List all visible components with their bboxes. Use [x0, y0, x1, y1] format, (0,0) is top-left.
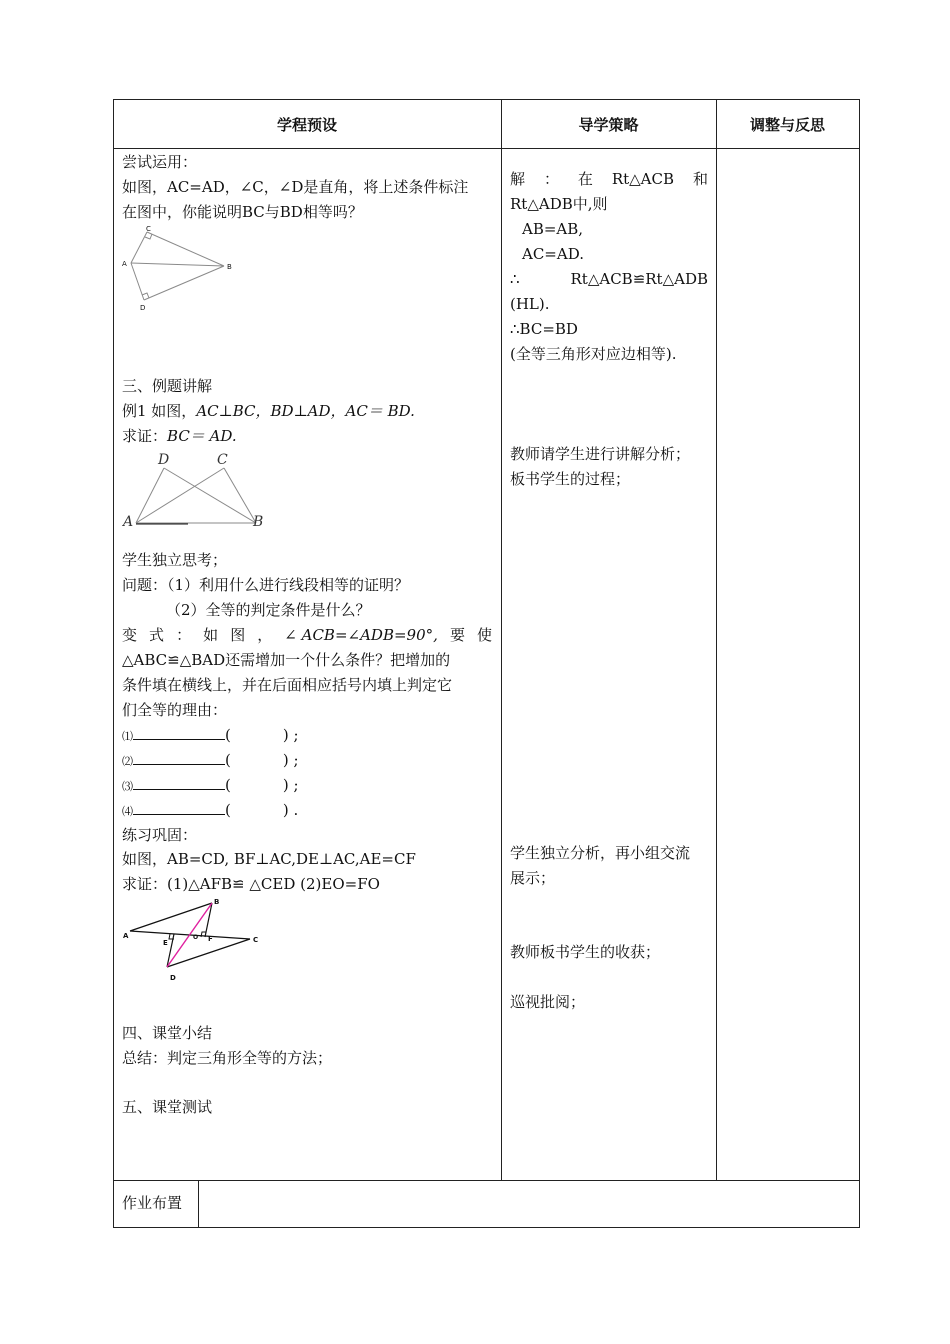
congruence-statement: Rt△ACB≌Rt△ADB	[570, 270, 708, 288]
patrol-note: 巡视批阅；	[510, 993, 586, 1011]
blank-number: ⑵	[122, 755, 133, 768]
variant-word: 使	[476, 626, 492, 644]
figure-kite-right-angles	[118, 222, 248, 312]
solution-word: 和	[692, 170, 708, 188]
prove-line	[122, 424, 237, 449]
practice-line-1: 如图，AB=CD, BF⊥AC,DE⊥AC,AE=CF	[122, 850, 416, 868]
variant-line-2: △ABC≌△BAD还需增加一个什么条件？把增加的	[122, 651, 451, 669]
think-line: 学生独立思考；	[122, 551, 228, 569]
open-paren: (	[225, 726, 231, 744]
practice-line-2: 求证：(1)△AFB≌ △CED (2)EO=FO	[122, 875, 380, 893]
solution-line-2: Rt△ADB中,则	[510, 195, 608, 213]
therefore-symbol: ∴	[510, 270, 520, 288]
solution-line-6: (HL).	[510, 295, 550, 313]
variant-word: ：	[176, 626, 192, 644]
fill-blank-3	[122, 773, 299, 800]
question-1: 问题：（1）利用什么进行线段相等的证明？	[122, 576, 410, 594]
section-4-heading: 四、课堂小结	[122, 1024, 213, 1042]
fig2-label-b: B	[253, 514, 264, 530]
fill-blank-1	[122, 723, 299, 750]
close-paren: ) ;	[282, 776, 299, 794]
answer-blank-1[interactable]	[133, 725, 225, 740]
table-border-left	[113, 99, 114, 1228]
group-note-1: 学生独立分析，再小组交流	[510, 844, 691, 862]
open-paren: (	[225, 751, 231, 769]
column-divider-1	[501, 99, 502, 1180]
summary-line: 总结：判定三角形全等的方法；	[122, 1049, 333, 1067]
open-paren: (	[225, 776, 231, 794]
close-paren: ) ;	[282, 751, 299, 769]
fill-blank-4	[122, 798, 298, 825]
blank-number: ⑷	[122, 805, 133, 818]
group-note-2: 展示；	[510, 869, 556, 887]
question-2: （2）全等的判定条件是什么？	[166, 601, 371, 619]
fig3-label-b: B	[214, 898, 220, 906]
fig3-label-c: C	[253, 936, 259, 944]
example-1-prefix: 例1 如图，	[122, 402, 197, 420]
blank-number: ⑴	[122, 730, 133, 743]
prove-statement: BC＝ AD.	[167, 427, 237, 445]
prove-prefix: 求证：	[122, 427, 168, 445]
solution-line-1	[510, 167, 708, 192]
variant-word: 要	[449, 626, 465, 644]
variant-line-4: 们全等的理由：	[122, 701, 228, 719]
variant-word: 式	[149, 626, 165, 644]
figure-practice	[120, 895, 270, 989]
answer-blank-3[interactable]	[133, 775, 225, 790]
fig3-label-f: F	[208, 935, 213, 943]
solution-word: 在	[577, 170, 593, 188]
fig1-label-c: C	[146, 225, 151, 233]
solution-line-7: ∴BC=BD	[510, 320, 578, 338]
fig1-label-d: D	[140, 304, 146, 312]
blank-number: ⑶	[122, 780, 133, 793]
answer-blank-4[interactable]	[133, 800, 225, 815]
solution-word: 解	[510, 170, 526, 188]
close-paren: ) ;	[282, 726, 299, 744]
fig2-label-c: C	[217, 452, 228, 468]
table-footer-divider	[113, 1180, 860, 1181]
column-divider-2	[716, 99, 717, 1180]
header-guide-strategy: 导学策略	[578, 116, 639, 134]
open-paren: (	[225, 801, 231, 819]
variant-word: 如	[203, 626, 219, 644]
section-5-heading: 五、课堂测试	[122, 1098, 213, 1116]
variant-line-1	[122, 623, 492, 648]
practice-heading: 练习巩固：	[122, 826, 198, 844]
homework-label: 作业布置	[122, 1194, 183, 1212]
variant-word: 变	[122, 626, 138, 644]
solution-word: Rt△ACB	[611, 170, 675, 188]
fill-blank-2	[122, 748, 299, 775]
try-line-2: 在图中，你能说明BC与BD相等吗？	[122, 203, 363, 221]
teacher-note-1: 教师请学生进行讲解分析；	[510, 445, 691, 463]
close-paren: ) .	[282, 801, 299, 819]
solution-line-5	[510, 267, 708, 292]
section-3-heading: 三、例题讲解	[122, 377, 213, 395]
solution-line-4: AC=AD.	[522, 245, 584, 263]
figure-example-1	[120, 448, 270, 532]
table-border-top	[113, 99, 860, 100]
fig3-label-e: E	[163, 939, 168, 947]
fig1-label-b: B	[227, 263, 232, 271]
footer-label-divider	[198, 1180, 199, 1227]
fig3-label-o: O	[193, 934, 199, 941]
answer-blank-2[interactable]	[133, 750, 225, 765]
header-course-plan: 学程预设	[276, 116, 337, 134]
table-border-right	[859, 99, 860, 1228]
solution-word: ：	[543, 170, 559, 188]
variant-line-3: 条件填在横线上，并在后面相应括号内填上判定它	[122, 676, 453, 694]
solution-line-3: AB=AB,	[522, 220, 584, 238]
solution-line-8: (全等三角形对应边相等).	[510, 345, 677, 363]
table-header-divider	[113, 148, 860, 149]
teacher-note-2: 板书学生的过程；	[510, 470, 631, 488]
header-adjust-reflect: 调整与反思	[749, 116, 825, 134]
variant-angle-condition: ∠ ACB=∠ADB=90°,	[284, 626, 438, 644]
example-1-line	[122, 399, 415, 424]
example-1-condition: AC⊥BC，BD⊥AD，AC＝ BD.	[196, 402, 415, 420]
fig2-label-d: D	[158, 452, 170, 468]
try-line-1: 如图，AC=AD，∠C，∠D是直角，将上述条件标注	[122, 178, 469, 196]
fig3-label-a: A	[123, 932, 129, 940]
fig2-label-a: A	[123, 514, 134, 530]
fig1-label-a: A	[122, 260, 127, 268]
variant-word: 图	[230, 626, 246, 644]
try-heading: 尝试运用：	[122, 153, 198, 171]
variant-word: ，	[257, 626, 273, 644]
board-note: 教师板书学生的收获；	[510, 943, 661, 961]
table-border-bottom	[113, 1227, 860, 1228]
fig3-label-d: D	[170, 974, 176, 982]
